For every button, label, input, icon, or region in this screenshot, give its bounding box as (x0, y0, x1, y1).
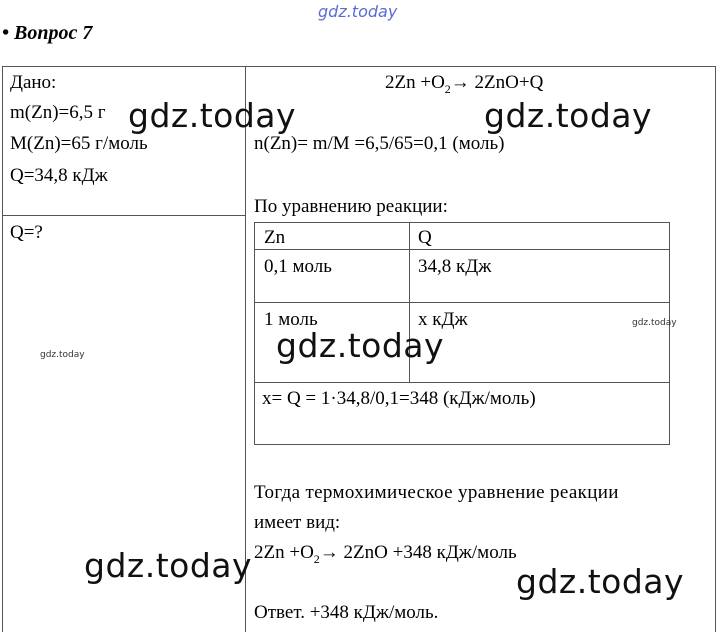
answer-line: Ответ. +348 кДж/моль. (254, 602, 439, 623)
watermark: gdz.today (84, 546, 253, 585)
by-equation-label: По уравнению реакции: (254, 196, 448, 217)
frame-right-border (715, 66, 716, 632)
watermark-small: gdz.today (40, 350, 85, 360)
moles-calculation: n(Zn)= m/M =6,5/65=0,1 (моль) (254, 133, 505, 154)
given-label: Дано: (10, 72, 57, 93)
watermark: gdz.today (484, 96, 653, 135)
frame-left-border (2, 66, 3, 632)
table-border-top (254, 222, 670, 223)
final-equation-left: 2Zn +O (254, 542, 314, 563)
watermark-small: gdz.today (632, 318, 677, 328)
table-border-right (669, 222, 670, 445)
given-heat: Q=34,8 кДж (10, 165, 108, 186)
table-cell: 34,8 кДж (418, 256, 492, 277)
find-label: Q=? (10, 222, 43, 243)
table-cell: x кДж (418, 309, 468, 330)
final-equation-subscript: 2 (313, 551, 320, 566)
watermark: gdz.today (276, 326, 445, 365)
watermark: gdz.today (128, 96, 297, 135)
table-cell: 0,1 моль (264, 256, 332, 277)
table-result: x= Q = 1·34,8/0,1=348 (кДж/моль) (262, 388, 536, 409)
reaction-equation (385, 72, 543, 97)
frame-top-border (2, 66, 716, 67)
then-line-2: имеет вид: (254, 512, 341, 533)
table-border-bottom (254, 444, 670, 445)
then-line-1: Тогда термохимическое уравнение реакции (254, 482, 619, 503)
equation-subscript: 2 (444, 81, 451, 96)
final-equation (254, 542, 517, 567)
equation-right: → 2ZnO+Q (450, 72, 544, 93)
watermark: gdz.today (516, 562, 685, 601)
table-border-left (254, 222, 255, 445)
final-equation-right: → 2ZnO +348 кДж/моль (319, 542, 517, 563)
table-border-row1 (254, 302, 670, 303)
table-header-q: Q (418, 227, 432, 248)
table-cell: 1 моль (264, 309, 318, 330)
given-molar-mass: M(Zn)=65 г/моль (10, 133, 148, 154)
question-heading: • Вопрос 7 (2, 22, 93, 44)
equation-left: 2Zn +O (385, 72, 445, 93)
given-mass: m(Zn)=6,5 г (10, 102, 106, 123)
table-header-zn: Zn (264, 227, 286, 248)
given-find-separator (2, 215, 246, 216)
table-border-row2 (254, 382, 670, 383)
table-border-header (254, 249, 670, 250)
watermark-top: gdz.today (318, 2, 398, 21)
